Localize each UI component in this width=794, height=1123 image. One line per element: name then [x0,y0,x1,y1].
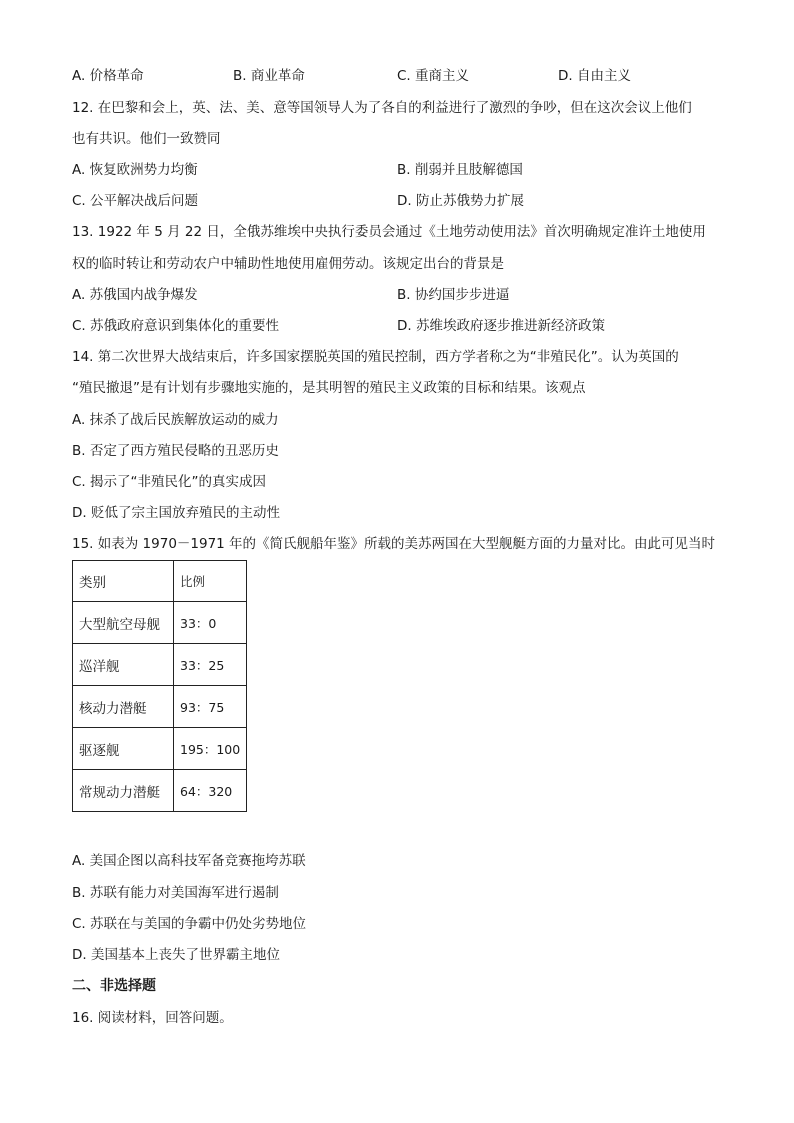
table-cell-category: 巡洋舰 [73,644,174,686]
q14-option-d: D. 贬低了宗主国放弃殖民的主动性 [72,505,280,521]
table-cell-category: 核动力潜艇 [73,686,174,728]
q11-option-d: D. 自由主义 [558,68,631,84]
q12-option-b: B. 削弱并且肢解德国 [397,162,523,178]
table-cell-ratio: 64：320 [174,770,247,812]
q13-option-d: D. 苏维埃政府逐步推进新经济政策 [397,318,605,334]
q12-option-a: A. 恢复欧洲势力均衡 [72,162,198,178]
q11-options [72,67,722,85]
q14-stem-line2: “殖民撤退”是有计划有步骤地实施的，是其明智的殖民主义政策的目标和结果。该观点 [72,380,586,396]
table-header-category: 类别 [73,561,174,602]
q13-option-c: C. 苏俄政府意识到集体化的重要性 [72,318,280,334]
section-heading: 二、非选择题 [72,978,156,994]
table-row [73,644,247,686]
q14-stem-line1: 14. 第二次世界大战结束后，许多国家摆脱英国的殖民控制，西方学者称之为“非殖民化”。认为英国的 [72,349,679,365]
q13-options-row2 [72,317,722,335]
q13-stem-line2: 权的临时转让和劳动农户中辅助性地使用雇佣劳动。该规定出台的背景是 [72,256,504,272]
q16-stem: 16. 阅读材料，回答问题。 [72,1010,233,1026]
q13-options-row1 [72,286,722,304]
table-cell-category: 常规动力潜艇 [73,770,174,812]
table-row [73,602,247,644]
table-cell-category: 大型航空母舰 [73,602,174,644]
q12-option-c: C. 公平解决战后问题 [72,193,199,209]
q12-option-d: D. 防止苏俄势力扩展 [397,193,524,209]
table-row [73,770,247,812]
table-row [73,728,247,770]
table-row [73,686,247,728]
table-cell-ratio: 33：0 [174,602,247,644]
q12-options-row2 [72,192,722,210]
table-cell-ratio: 93：75 [174,686,247,728]
q14-option-b: B. 否定了西方殖民侵略的丑恶历史 [72,443,279,459]
q12-options-row1 [72,161,722,179]
q15-option-b: B. 苏联有能力对美国海军进行遏制 [72,885,279,901]
q14-option-c: C. 揭示了“非殖民化”的真实成因 [72,474,266,490]
table-header-ratio: 比例 [174,561,247,602]
table-cell-category: 驱逐舰 [73,728,174,770]
q11-option-b: B. 商业革命 [233,68,305,84]
q15-option-d: D. 美国基本上丧失了世界霸主地位 [72,947,280,963]
q11-option-a: A. 价格革命 [72,68,144,84]
q15-option-c: C. 苏联在与美国的争霸中仍处劣势地位 [72,916,307,932]
q14-option-a: A. 抹杀了战后民族解放运动的威力 [72,412,279,428]
table-header-row [73,561,247,602]
q12-stem-line2: 也有共识。他们一致赞同 [72,131,221,147]
q15-option-a: A. 美国企图以高科技军备竞赛拖垮苏联 [72,853,306,869]
q12-stem-line1: 12. 在巴黎和会上，英、法、美、意等国领导人为了各自的利益进行了激烈的争吵，但在这次会议上他们 [72,100,692,116]
table-cell-ratio: 195：100 [174,728,247,770]
q13-option-b: B. 协约国步步进逼 [397,287,510,303]
q13-option-a: A. 苏俄国内战争爆发 [72,287,198,303]
q15-data-table [72,560,247,812]
q13-stem-line1: 13. 1922 年 5 月 22 日，全俄苏维埃中央执行委员会通过《土地劳动使用法》首次明确规定准许土地使用 [72,224,706,240]
q11-option-c: C. 重商主义 [397,68,470,84]
table-cell-ratio: 33：25 [174,644,247,686]
q15-stem: 15. 如表为 1970－1971 年的《简氏舰船年鉴》所载的美苏两国在大型舰艇方面的力量对比。由此可见当时 [72,536,716,552]
